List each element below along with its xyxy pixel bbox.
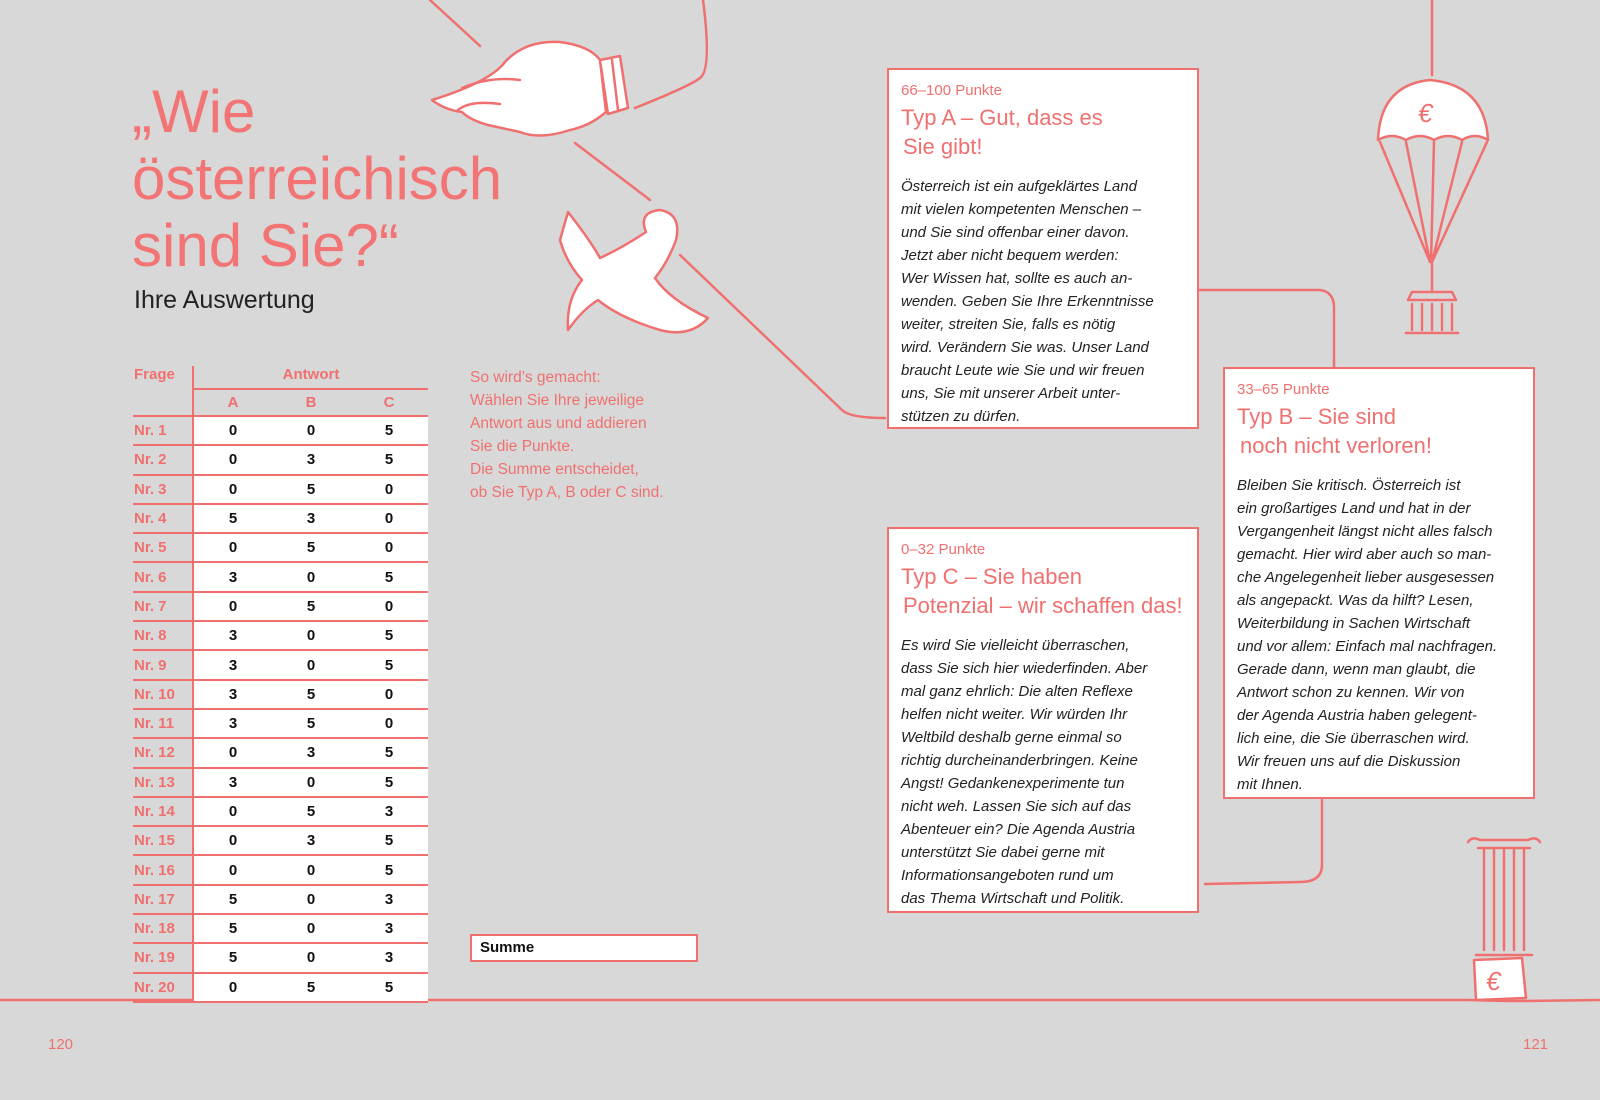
answer-c-cell: 3: [350, 943, 428, 972]
answer-a-cell: 3: [193, 709, 272, 738]
answer-b-cell: 5: [272, 797, 350, 826]
answer-c-cell: 5: [350, 562, 428, 591]
question-cell: Nr. 5: [133, 533, 193, 562]
column-header-a: A: [193, 389, 272, 416]
answer-c-cell: 0: [350, 475, 428, 504]
answer-b-cell: 5: [272, 592, 350, 621]
answer-a-cell: 5: [193, 504, 272, 533]
instructions: So wird’s gemacht: Wählen Sie Ihre jeweilige Antwort aus und addieren Sie die Punkte. Die Summe entscheidet, ob Sie Typ A, B oder C sind.: [470, 369, 664, 501]
question-cell: Nr. 10: [133, 680, 193, 709]
table-row: [133, 709, 428, 738]
answer-a-cell: 5: [193, 943, 272, 972]
question-cell: Nr. 2: [133, 445, 193, 474]
answer-a-cell: 0: [193, 973, 272, 1002]
column-header-b: B: [272, 389, 350, 416]
typ-a-range: 66–100 Punkte: [901, 82, 1002, 99]
answer-a-cell: 0: [193, 855, 272, 884]
typ-b-title: Typ B – Sie sind noch nicht verloren!: [1237, 404, 1432, 458]
answer-b-cell: 0: [272, 768, 350, 797]
answer-b-cell: 0: [272, 621, 350, 650]
answer-a-cell: 3: [193, 650, 272, 679]
question-cell: Nr. 15: [133, 826, 193, 855]
table-row: [133, 475, 428, 504]
question-cell: Nr. 11: [133, 709, 193, 738]
answer-c-cell: 5: [350, 768, 428, 797]
table-row: [133, 826, 428, 855]
answer-c-cell: 5: [350, 855, 428, 884]
answer-a-cell: 5: [193, 885, 272, 914]
page-title: „Wie österreichisch sind Sie?“: [132, 78, 503, 279]
question-cell: Nr. 9: [133, 650, 193, 679]
answer-a-cell: 0: [193, 533, 272, 562]
answer-c-cell: 3: [350, 914, 428, 943]
typ-c-card: [887, 527, 1199, 913]
answer-b-cell: 0: [272, 650, 350, 679]
answer-b-cell: 5: [272, 533, 350, 562]
answer-c-cell: 5: [350, 826, 428, 855]
answer-b-cell: 3: [272, 445, 350, 474]
answer-header: Antwort: [193, 366, 428, 389]
answer-b-cell: 0: [272, 416, 350, 445]
question-header: Frage: [133, 366, 193, 389]
question-cell: Nr. 1: [133, 416, 193, 445]
table-row: [133, 885, 428, 914]
parachute-canopy: [1378, 80, 1488, 140]
typ-b-body: Bleiben Sie kritisch. Österreich ist ein großartiges Land und hat in der Vergangenheit längst nicht alles falsch gemacht. Hier wird aber auch so man- che Angelegenheit lieber ausgesessen als angepackt. Was da hilft? Lesen, Weiterbildung in Sachen Wirtschaft und vor allem: Einfach mal nachfragen. Gerade dann, wenn man glaubt, die Antwort schon zu kennen. Wir von der Agenda Austria haben gelegent- lich eine, die Sie überraschen wird. Wir freuen uns auf die Diskussion mit Ihnen.: [1237, 477, 1498, 793]
connector-line: [635, 0, 707, 108]
answer-c-cell: 5: [350, 973, 428, 1002]
connector-line: [680, 255, 885, 418]
answer-a-cell: 0: [193, 416, 272, 445]
answer-b-cell: 5: [272, 475, 350, 504]
table-row: [133, 621, 428, 650]
answer-a-cell: 3: [193, 768, 272, 797]
parachute-strings: [1380, 142, 1487, 262]
answer-a-cell: 0: [193, 826, 272, 855]
answer-a-cell: 3: [193, 562, 272, 591]
answer-c-cell: 5: [350, 416, 428, 445]
answer-a-cell: 0: [193, 738, 272, 767]
question-cell: Nr. 14: [133, 797, 193, 826]
answer-a-cell: 0: [193, 445, 272, 474]
column-header-c: C: [350, 389, 428, 416]
question-cell: Nr. 8: [133, 621, 193, 650]
connector-line: [430, 0, 480, 46]
typ-b-range: 33–65 Punkte: [1237, 381, 1330, 398]
connector-line: [1205, 800, 1322, 884]
answer-b-cell: 5: [272, 680, 350, 709]
answer-c-cell: 5: [350, 650, 428, 679]
parachute-load: [1406, 292, 1458, 333]
page-number-left: 120: [48, 1036, 74, 1053]
question-cell: Nr. 18: [133, 914, 193, 943]
table-row: [133, 533, 428, 562]
table-row: [133, 562, 428, 591]
answer-a-cell: 0: [193, 475, 272, 504]
typ-b-card: [1223, 367, 1535, 799]
table-row: [133, 680, 428, 709]
answer-b-cell: 5: [272, 973, 350, 1002]
answer-a-cell: 0: [193, 797, 272, 826]
table-row: [133, 738, 428, 767]
score-table: [133, 366, 428, 1003]
question-cell: Nr. 20: [133, 973, 193, 1002]
answer-b-cell: 5: [272, 709, 350, 738]
answer-c-cell: 0: [350, 592, 428, 621]
typ-a-title: Typ A – Gut, dass es Sie gibt!: [901, 105, 1103, 159]
answer-b-cell: 0: [272, 562, 350, 591]
pillar-euro-symbol: €: [1486, 966, 1501, 996]
typ-a-body: Österreich ist ein aufgeklärtes Land mit vielen kompetenten Menschen – und Sie sind offenbar einer davon. Jetzt aber nicht bequem werden: Wer Wissen hat, sollte es auch an- wenden. Geben Sie Ihre Erkenntnisse weiter, streiten Sie, falls es nötig wird. Verändern Sie was. Unser Land braucht Leute wie Sie und wir freuen uns, Sie mit unserer Arbeit unter- stützen zu dürfen.: [901, 178, 1154, 425]
parachute-euro-symbol: €: [1418, 98, 1433, 128]
table-row: [133, 797, 428, 826]
question-cell: Nr. 12: [133, 738, 193, 767]
answer-c-cell: 0: [350, 504, 428, 533]
summe-field[interactable]: Summe: [470, 934, 698, 962]
answer-a-cell: 5: [193, 914, 272, 943]
question-cell: Nr. 19: [133, 943, 193, 972]
answer-c-cell: 3: [350, 885, 428, 914]
answer-c-cell: 5: [350, 445, 428, 474]
answer-c-cell: 0: [350, 709, 428, 738]
answer-b-cell: 3: [272, 738, 350, 767]
typ-c-title: Typ C – Sie haben Potenzial – wir schaffen das!: [901, 564, 1183, 618]
answer-a-cell: 0: [193, 592, 272, 621]
table-row: [133, 592, 428, 621]
answer-b-cell: 3: [272, 826, 350, 855]
answer-b-cell: 0: [272, 943, 350, 972]
page-number-right: 121: [1523, 1036, 1549, 1053]
table-row: [133, 416, 428, 445]
table-row: [133, 855, 428, 884]
page-subtitle: Ihre Auswertung: [134, 286, 315, 314]
table-row: [133, 650, 428, 679]
question-cell: Nr. 16: [133, 855, 193, 884]
question-cell: Nr. 13: [133, 768, 193, 797]
question-cell: Nr. 4: [133, 504, 193, 533]
typ-a-card: [887, 68, 1199, 429]
connector-line: [575, 143, 650, 200]
table-row: [133, 914, 428, 943]
table-row: [133, 943, 428, 972]
answer-b-cell: 0: [272, 855, 350, 884]
answer-c-cell: 0: [350, 680, 428, 709]
answer-a-cell: 3: [193, 621, 272, 650]
question-cell: Nr. 7: [133, 592, 193, 621]
answer-b-cell: 3: [272, 504, 350, 533]
table-row: [133, 973, 428, 1002]
table-row: [133, 504, 428, 533]
answer-b-cell: 0: [272, 885, 350, 914]
answer-c-cell: 0: [350, 533, 428, 562]
question-cell: Nr. 6: [133, 562, 193, 591]
answer-c-cell: 5: [350, 621, 428, 650]
typ-c-body: Es wird Sie vielleicht überraschen, dass Sie sich hier wiederfinden. Aber mal ganz ehrlich: Die alten Reflexe helfen nicht weiter. Wir würden Ihr Weltbild deshalb gerne einmal so richtig durcheinanderbringen. Keine Angst! Gedankenexperimente tun nicht weh. Lassen Sie sich auf das Abenteuer ein? Die Agenda Austria unterstützt Sie dabei gerne mit Informationsangeboten rund um das Thema Wirtschaft und Politik.: [901, 637, 1148, 907]
question-cell: Nr. 3: [133, 475, 193, 504]
typ-c-range: 0–32 Punkte: [901, 541, 986, 558]
table-row: [133, 445, 428, 474]
question-cell: Nr. 17: [133, 885, 193, 914]
dove: [560, 210, 708, 332]
connector-line: [1200, 290, 1334, 370]
answer-c-cell: 5: [350, 738, 428, 767]
pillar-column: [1468, 838, 1540, 955]
answer-a-cell: 3: [193, 680, 272, 709]
answer-c-cell: 3: [350, 797, 428, 826]
table-row: [133, 768, 428, 797]
answer-b-cell: 0: [272, 914, 350, 943]
